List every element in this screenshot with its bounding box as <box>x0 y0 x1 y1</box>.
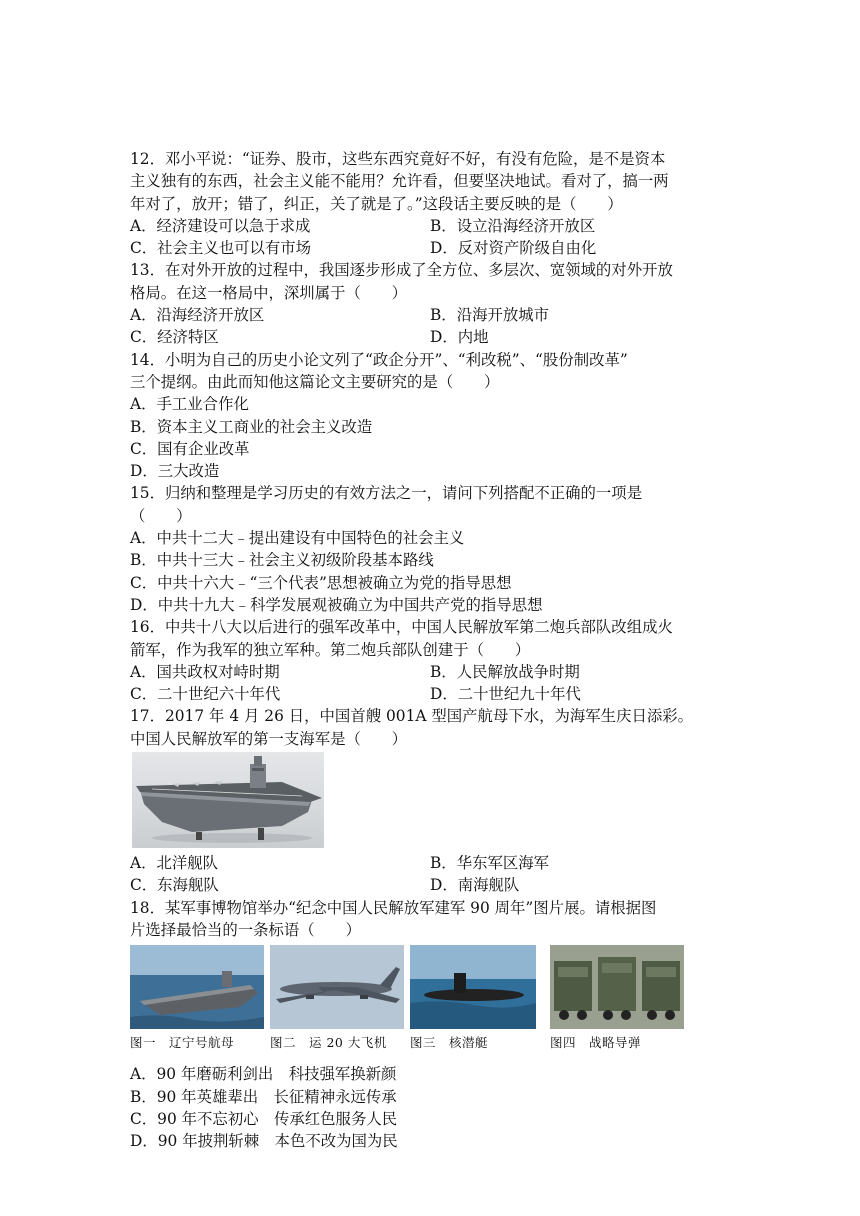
y20-aircraft-photo <box>270 945 404 1029</box>
question-stem-line: 格局。在这一格局中，深圳属于（ ） <box>130 283 408 302</box>
liaoning-carrier-photo <box>130 945 264 1029</box>
option-d: D．三大改造 <box>130 462 220 481</box>
carrier-icon <box>130 945 264 1029</box>
option-b: B．90 年英雄辈出 长征精神永远传承 <box>130 1087 397 1106</box>
option-a: A．手工业合作化 <box>130 395 249 414</box>
aircraft-carrier-photo <box>132 752 324 848</box>
question-stem-line: 片选择最恰当的一条标语（ ） <box>130 920 361 939</box>
question-stem-line: 箭军，作为我军的独立军种。第二炮兵部队创建于（ ） <box>130 640 531 659</box>
option-d: D．内地 <box>430 328 489 347</box>
question-stem-line: 中国人民解放军的第一支海军是（ ） <box>130 729 408 748</box>
option-d: D．二十世纪九十年代 <box>430 685 581 704</box>
question-stem-line: 16．中共十八大以后进行的强军改革中，中国人民解放军第二炮兵部队改组成火 <box>130 618 673 637</box>
figure-caption: 图二 运 20 大飞机 <box>270 1035 387 1051</box>
option-a: A．北洋舰队 <box>130 854 219 873</box>
question-13 <box>130 259 730 348</box>
option-b: B．沿海开放城市 <box>430 306 550 325</box>
option-c: C．90 年不忘初心 传承红色服务人民 <box>130 1109 398 1128</box>
option-a: A．经济建设可以急于求成 <box>130 216 311 235</box>
question-stem-line: 15．归纳和整理是学习历史的有效方法之一，请问下列搭配不正确的一项是 <box>130 484 643 503</box>
option-c: C．社会主义也可以有市场 <box>130 239 312 258</box>
aircraft-carrier-icon <box>132 752 324 848</box>
airplane-icon <box>270 945 404 1029</box>
option-c: C．中共十六大﹣“三个代表”思想被确立为党的指导思想 <box>130 573 512 592</box>
exam-page <box>130 148 730 1152</box>
question-stem-line: 13．在对外开放的过程中，我国逐步形成了全方位、多层次、宽领域的对外开放 <box>130 261 673 280</box>
option-a: A．中共十二大﹣提出建设有中国特色的社会主义 <box>130 529 465 548</box>
question-18 <box>130 897 730 1153</box>
question-stem-line: 主义独有的东西，社会主义能不能用？允许看，但要坚决地试。看对了，搞一两 <box>130 172 669 191</box>
option-c: C．东海舰队 <box>130 876 219 895</box>
option-d: D．南海舰队 <box>430 876 520 895</box>
question-stem-line: 12．邓小平说：“证券、股市，这些东西究竟好不好，有没有危险，是不是资本 <box>130 150 666 168</box>
submarine-icon <box>410 945 536 1029</box>
option-b: B．人民解放战争时期 <box>430 662 580 681</box>
figure-caption: 图四 战略导弹 <box>550 1035 642 1051</box>
figure-3 <box>410 945 544 1063</box>
question-12 <box>130 148 730 259</box>
question-stem-line: 年对了，放开；错了，纠正，关了就是了。”这段话主要反映的是（ ） <box>130 194 623 213</box>
question-stem-line: 三个提纲。由此而知他这篇论文主要研究的是（ ） <box>130 372 500 391</box>
question-17 <box>130 705 730 896</box>
figure-caption: 图一 辽宁号航母 <box>130 1035 235 1051</box>
option-c: C．二十世纪六十年代 <box>130 685 281 704</box>
option-a: A．国共政权对峙时期 <box>130 662 280 681</box>
nuclear-submarine-photo <box>410 945 544 1029</box>
option-b: B．资本主义工商业的社会主义改造 <box>130 417 373 436</box>
option-a: A．沿海经济开放区 <box>130 306 265 325</box>
option-c: C．国有企业改革 <box>130 439 250 458</box>
option-b: B．华东军区海军 <box>430 854 550 873</box>
figure-2 <box>270 945 404 1063</box>
figure-4 <box>550 945 684 1063</box>
option-c: C．经济特区 <box>130 328 219 347</box>
question-stem-line: 17．2017 年 4 月 26 日，中国首艘 001A 型国产航母下水，为海军生庆日添彩。 <box>130 707 694 726</box>
question-stem-line: 14．小明为自己的历史小论文列了“政企分开”、“利改税”、“股份制改革” <box>130 350 628 369</box>
question-15 <box>130 482 730 616</box>
figure-1 <box>130 945 264 1063</box>
question-14 <box>130 349 730 483</box>
option-d: D．反对资产阶级自由化 <box>430 239 597 258</box>
strategic-missile-photo <box>550 945 684 1029</box>
question-16 <box>130 616 730 705</box>
option-a: A．90 年磨砺利剑出 科技强军换新颜 <box>130 1065 397 1084</box>
option-b: B．中共十三大﹣社会主义初级阶段基本路线 <box>130 551 434 570</box>
option-d: D．中共十九大﹣科学发展观被确立为中国共产党的指导思想 <box>130 595 543 614</box>
figure-caption: 图三 核潜艇 <box>410 1035 489 1051</box>
missile-icon <box>550 945 684 1029</box>
figure-strip <box>130 945 730 1063</box>
question-stem-line: （ ） <box>130 506 192 525</box>
option-b: B．设立沿海经济开放区 <box>430 216 596 235</box>
option-d: D．90 年披荆斩棘 本色不改为国为民 <box>130 1132 398 1151</box>
question-stem-line: 18．某军事博物馆举办“纪念中国人民解放军建军 90 周年”图片展。请根据图 <box>130 898 657 917</box>
